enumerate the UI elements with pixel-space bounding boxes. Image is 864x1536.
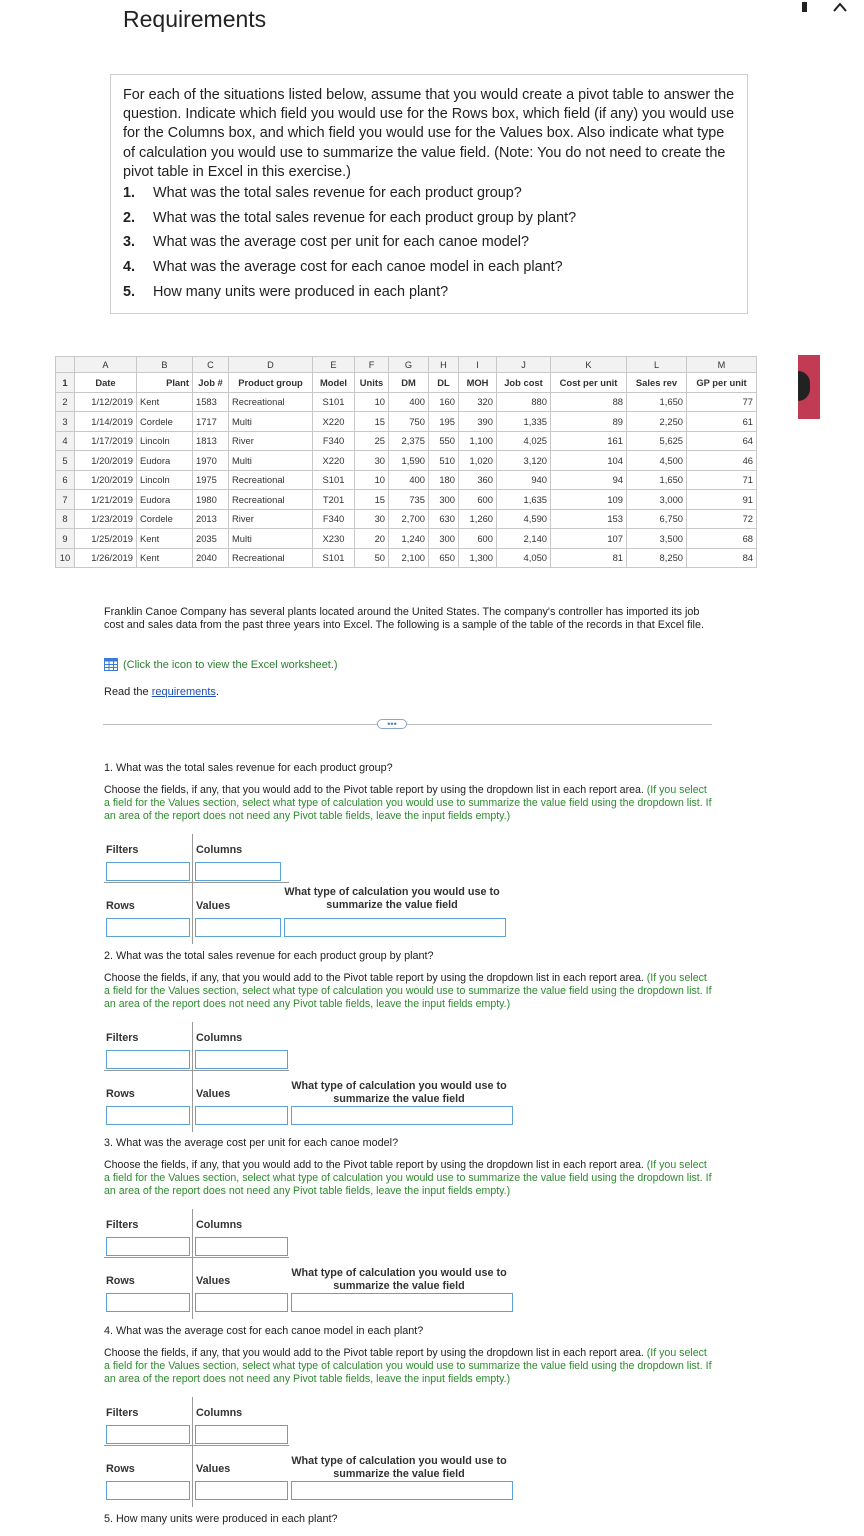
values-label: Values xyxy=(196,1463,231,1475)
table-cell: 1980 xyxy=(193,490,229,510)
table-cell: 4,500 xyxy=(627,451,687,471)
col-header: M xyxy=(687,357,757,373)
table-row xyxy=(56,548,757,568)
table-cell: 30 xyxy=(355,509,389,529)
pivot-report-area xyxy=(104,1211,524,1331)
calculation-input[interactable] xyxy=(284,918,506,937)
table-cell: 1,300 xyxy=(459,548,497,568)
table-cell: 104 xyxy=(551,451,627,471)
requirements-link[interactable]: requirements xyxy=(151,686,216,698)
table-cell: Lincoln xyxy=(137,431,193,451)
table-row xyxy=(56,529,757,549)
calculation-input[interactable] xyxy=(291,1106,513,1125)
field-name: GP per unit xyxy=(687,373,757,393)
pivot-divider xyxy=(104,882,289,883)
table-cell: 320 xyxy=(459,392,497,412)
table-cell: Lincoln xyxy=(137,470,193,490)
field-name: DM xyxy=(389,373,429,393)
field-name: MOH xyxy=(459,373,497,393)
calculation-label: What type of calculation you would use to summarize the value field xyxy=(291,1455,507,1480)
table-cell: 89 xyxy=(551,412,627,432)
table-cell: 510 xyxy=(429,451,459,471)
rows-label: Rows xyxy=(106,1463,135,1475)
table-cell: Eudora xyxy=(137,451,193,471)
question-5-title: 5. How many units were produced in each plant? xyxy=(104,1513,338,1525)
table-cell: 71 xyxy=(687,470,757,490)
col-header: K xyxy=(551,357,627,373)
filters-input[interactable] xyxy=(106,1425,190,1444)
field-name: Plant xyxy=(137,373,193,393)
table-cell: Recreational xyxy=(229,490,313,510)
field-name-row xyxy=(56,373,757,393)
table-cell: 1,635 xyxy=(497,490,551,510)
table-cell: 10 xyxy=(355,470,389,490)
table-cell: 2,375 xyxy=(389,431,429,451)
values-label: Values xyxy=(196,900,231,912)
col-header: I xyxy=(459,357,497,373)
expand-button[interactable]: ••• xyxy=(377,719,407,729)
table-cell: 72 xyxy=(687,509,757,529)
table-cell: 50 xyxy=(355,548,389,568)
table-cell: 1,260 xyxy=(459,509,497,529)
table-cell: Kent xyxy=(137,548,193,568)
filters-input[interactable] xyxy=(106,1050,190,1069)
table-cell: Eudora xyxy=(137,490,193,510)
question-4 xyxy=(104,1325,714,1480)
column-header-row xyxy=(56,357,757,373)
table-cell: 600 xyxy=(459,529,497,549)
values-label: Values xyxy=(196,1088,231,1100)
columns-input[interactable] xyxy=(195,1050,288,1069)
table-cell: 1,100 xyxy=(459,431,497,451)
field-name: Model xyxy=(313,373,355,393)
calculation-input[interactable] xyxy=(291,1481,513,1500)
table-cell: 1,650 xyxy=(627,392,687,412)
table-cell: 30 xyxy=(355,451,389,471)
row-number: 3 xyxy=(56,412,75,432)
field-name: DL xyxy=(429,373,459,393)
table-cell: 64 xyxy=(687,431,757,451)
table-cell: River xyxy=(229,431,313,451)
table-cell: 68 xyxy=(687,529,757,549)
pivot-report-area xyxy=(104,1024,524,1144)
table-cell: 88 xyxy=(551,392,627,412)
table-cell: 3,000 xyxy=(627,490,687,510)
table-cell: 1717 xyxy=(193,412,229,432)
table-cell: 880 xyxy=(497,392,551,412)
row-number: 5 xyxy=(56,451,75,471)
table-cell: River xyxy=(229,509,313,529)
table-cell: 390 xyxy=(459,412,497,432)
col-header: A xyxy=(75,357,137,373)
table-cell: 1,590 xyxy=(389,451,429,471)
question-instructions xyxy=(104,1347,714,1387)
pivot-report-area xyxy=(104,836,524,956)
table-cell: 160 xyxy=(429,392,459,412)
table-cell: 600 xyxy=(459,490,497,510)
table-row xyxy=(56,490,757,510)
table-cell: 2,700 xyxy=(389,509,429,529)
table-cell: 25 xyxy=(355,431,389,451)
table-cell: 1975 xyxy=(193,470,229,490)
spreadsheet-icon xyxy=(104,658,118,671)
requirements-title: Requirements xyxy=(123,6,267,32)
question-title: 3. What was the average cost per unit for each canoe model? xyxy=(104,1137,399,1149)
table-cell: 4,050 xyxy=(497,548,551,568)
table-cell: 94 xyxy=(551,470,627,490)
table-cell: 630 xyxy=(429,509,459,529)
calculation-label: What type of calculation you would use to summarize the value field xyxy=(291,1267,507,1292)
table-cell: 550 xyxy=(429,431,459,451)
row-number: 9 xyxy=(56,529,75,549)
table-cell: 2,100 xyxy=(389,548,429,568)
table-cell: 15 xyxy=(355,412,389,432)
table-cell: S101 xyxy=(313,392,355,412)
table-row xyxy=(56,470,757,490)
corner-cell xyxy=(56,357,75,373)
instruction-text: Choose the fields, if any, that you would add to the Pivot table report by using the dropdown list in each report area. xyxy=(104,972,644,984)
table-cell: 91 xyxy=(687,490,757,510)
table-cell: F340 xyxy=(313,431,355,451)
table-cell: 15 xyxy=(355,490,389,510)
requirement-item: 5. How many units were produced in each plant? xyxy=(123,283,449,300)
row-number: 2 xyxy=(56,392,75,412)
window-controls xyxy=(794,0,854,18)
table-cell: 107 xyxy=(551,529,627,549)
table-cell: 300 xyxy=(429,529,459,549)
table-cell: 5,625 xyxy=(627,431,687,451)
table-cell: 1,020 xyxy=(459,451,497,471)
values-input[interactable] xyxy=(195,918,281,937)
table-cell: X230 xyxy=(313,529,355,549)
rows-input[interactable] xyxy=(106,918,190,937)
table-cell: 650 xyxy=(429,548,459,568)
col-header: B xyxy=(137,357,193,373)
calculation-input[interactable] xyxy=(291,1293,513,1312)
table-cell: 109 xyxy=(551,490,627,510)
rows-label: Rows xyxy=(106,1088,135,1100)
table-cell: 20 xyxy=(355,529,389,549)
calculation-label: What type of calculation you would use to summarize the value field xyxy=(291,1080,507,1105)
field-name: Sales rev xyxy=(627,373,687,393)
question-2 xyxy=(104,950,714,1105)
question-title: 2. What was the total sales revenue for each product group by plant? xyxy=(104,950,434,962)
table-cell: 3,500 xyxy=(627,529,687,549)
requirements-intro: For each of the situations listed below, assume that you would create a pivot table to answer the question. Indicate which field you would use for the Rows box, which field (if any) you would use for the Columns box, and which field you would use for the Values box. Also indicate what type of calculation you would use to summarize the value field. (Note: You do not need to create the pivot table in Excel in this exercise.) xyxy=(123,87,735,180)
rows-label: Rows xyxy=(106,900,135,912)
chevron-up-icon xyxy=(834,4,846,11)
table-row xyxy=(56,412,757,432)
table-cell: 84 xyxy=(687,548,757,568)
instruction-text: Choose the fields, if any, that you would add to the Pivot table report by using the dropdown list in each report area. xyxy=(104,784,644,796)
table-cell: 2,140 xyxy=(497,529,551,549)
instruction-text: Choose the fields, if any, that you would add to the Pivot table report by using the dropdown list in each report area. xyxy=(104,1347,644,1359)
pivot-divider xyxy=(104,1445,289,1446)
instruction-text: Choose the fields, if any, that you would add to the Pivot table report by using the dropdown list in each report area. xyxy=(104,1159,644,1171)
table-cell: 750 xyxy=(389,412,429,432)
instruction-note: (If you select a field for the Values section, select what type of calculation you would use to summarize the value field using the dropdown list. If an area of the report does not need any Pivot table fields, leave the input fields empty.) xyxy=(104,1159,712,1198)
columns-input[interactable] xyxy=(195,1237,288,1256)
col-header: H xyxy=(429,357,459,373)
instruction-note: (If you select a field for the Values section, select what type of calculation you would use to summarize the value field using the dropdown list. If an area of the report does not need any Pivot table fields, leave the input fields empty.) xyxy=(104,784,712,823)
pivot-report-area xyxy=(104,1399,524,1519)
table-cell: 1/12/2019 xyxy=(75,392,137,412)
table-cell: 360 xyxy=(459,470,497,490)
columns-label: Columns xyxy=(196,1219,243,1231)
instruction-note: (If you select a field for the Values section, select what type of calculation you would use to summarize the value field using the dropdown list. If an area of the report does not need any Pivot table fields, leave the input fields empty.) xyxy=(104,1347,712,1386)
table-cell: 300 xyxy=(429,490,459,510)
col-header: E xyxy=(313,357,355,373)
table-cell: 8,250 xyxy=(627,548,687,568)
table-cell: 1/14/2019 xyxy=(75,412,137,432)
field-name: Date xyxy=(75,373,137,393)
table-cell: F340 xyxy=(313,509,355,529)
question-title: 4. What was the average cost for each canoe model in each plant? xyxy=(104,1325,424,1337)
table-cell: Multi xyxy=(229,412,313,432)
table-cell: 1/25/2019 xyxy=(75,529,137,549)
row-number: 10 xyxy=(56,548,75,568)
question-1 xyxy=(104,762,714,912)
requirements-list xyxy=(123,184,735,302)
table-cell: 1,240 xyxy=(389,529,429,549)
table-cell: Multi xyxy=(229,451,313,471)
columns-label: Columns xyxy=(196,1032,243,1044)
row-number: 4 xyxy=(56,431,75,451)
table-cell: 10 xyxy=(355,392,389,412)
requirement-item: 1. What was the total sales revenue for each product group? xyxy=(123,185,522,202)
pivot-divider xyxy=(192,1209,193,1319)
table-cell: 400 xyxy=(389,470,429,490)
table-cell: 2040 xyxy=(193,548,229,568)
col-header: C xyxy=(193,357,229,373)
problem-intro: Franklin Canoe Company has several plants located around the United States. The company's controller has imported its job cost and sales data from the past three years into Excel. The following is a sample of the table of the records in that Excel file. xyxy=(104,606,704,631)
pivot-divider xyxy=(192,1397,193,1507)
table-cell: 940 xyxy=(497,470,551,490)
table-cell: 153 xyxy=(551,509,627,529)
rows-input[interactable] xyxy=(106,1481,190,1500)
section-divider xyxy=(103,724,712,725)
table-row xyxy=(56,451,757,471)
table-cell: 1/26/2019 xyxy=(75,548,137,568)
table-cell: Multi xyxy=(229,529,313,549)
values-input[interactable] xyxy=(195,1293,288,1312)
field-name: Product group xyxy=(229,373,313,393)
filters-input[interactable] xyxy=(106,1237,190,1256)
pivot-divider xyxy=(192,1022,193,1132)
pivot-divider xyxy=(104,1070,289,1071)
columns-input[interactable] xyxy=(195,862,281,881)
table-cell: 400 xyxy=(389,392,429,412)
columns-label: Columns xyxy=(196,844,243,856)
requirement-item: 2. What was the total sales revenue for each product group by plant? xyxy=(123,209,577,226)
question-instructions xyxy=(104,972,714,1012)
col-header: D xyxy=(229,357,313,373)
table-cell: 81 xyxy=(551,548,627,568)
requirement-item: 3. What was the average cost per unit for each canoe model? xyxy=(123,234,529,251)
row-number: 6 xyxy=(56,470,75,490)
read-requirements: Read the requirements. xyxy=(104,686,219,698)
table-cell: Recreational xyxy=(229,548,313,568)
requirement-item: 4. What was the average cost for each canoe model in each plant? xyxy=(123,259,563,276)
col-header: G xyxy=(389,357,429,373)
spreadsheet-table xyxy=(55,356,757,568)
field-name: Job # xyxy=(193,373,229,393)
table-cell: 195 xyxy=(429,412,459,432)
columns-label: Columns xyxy=(196,1407,243,1419)
col-header: F xyxy=(355,357,389,373)
rows-input[interactable] xyxy=(106,1106,190,1125)
table-cell: 6,750 xyxy=(627,509,687,529)
table-row xyxy=(56,392,757,412)
row-number: 1 xyxy=(56,373,75,393)
table-cell: 1/20/2019 xyxy=(75,470,137,490)
table-cell: S101 xyxy=(313,470,355,490)
table-cell: 1970 xyxy=(193,451,229,471)
table-cell: 4,025 xyxy=(497,431,551,451)
table-cell: X220 xyxy=(313,412,355,432)
table-cell: 161 xyxy=(551,431,627,451)
rows-input[interactable] xyxy=(106,1293,190,1312)
values-input[interactable] xyxy=(195,1106,288,1125)
table-cell: 1/23/2019 xyxy=(75,509,137,529)
table-cell: 735 xyxy=(389,490,429,510)
table-row xyxy=(56,431,757,451)
field-name: Cost per unit xyxy=(551,373,627,393)
field-name: Units xyxy=(355,373,389,393)
pivot-divider xyxy=(104,1257,289,1258)
table-cell: 1583 xyxy=(193,392,229,412)
table-cell: T201 xyxy=(313,490,355,510)
filters-label: Filters xyxy=(106,1032,139,1044)
table-cell: 77 xyxy=(687,392,757,412)
columns-input[interactable] xyxy=(195,1425,288,1444)
col-header: J xyxy=(497,357,551,373)
table-cell: 1/21/2019 xyxy=(75,490,137,510)
question-instructions xyxy=(104,784,714,824)
table-cell: 46 xyxy=(687,451,757,471)
row-number: 8 xyxy=(56,509,75,529)
table-cell: 1/17/2019 xyxy=(75,431,137,451)
instruction-note: (If you select a field for the Values section, select what type of calculation you would use to summarize the value field using the dropdown list. If an area of the report does not need any Pivot table fields, leave the input fields empty.) xyxy=(104,972,712,1011)
table-cell: 1813 xyxy=(193,431,229,451)
requirements-box xyxy=(110,74,748,314)
excel-link-text[interactable]: (Click the icon to view the Excel worksheet.) xyxy=(123,658,338,671)
pivot-divider xyxy=(192,834,193,944)
filters-label: Filters xyxy=(106,1219,139,1231)
spreadsheet-body xyxy=(56,392,757,568)
values-input[interactable] xyxy=(195,1481,288,1500)
table-cell: Cordele xyxy=(137,412,193,432)
filters-label: Filters xyxy=(106,1407,139,1419)
excel-worksheet-link[interactable] xyxy=(104,658,338,671)
question-title: 1. What was the total sales revenue for each product group? xyxy=(104,762,393,774)
table-row xyxy=(56,509,757,529)
table-cell: Cordele xyxy=(137,509,193,529)
table-cell: S101 xyxy=(313,548,355,568)
filters-input[interactable] xyxy=(106,862,190,881)
table-cell: 4,590 xyxy=(497,509,551,529)
question-3 xyxy=(104,1137,714,1292)
col-header: L xyxy=(627,357,687,373)
row-number: 7 xyxy=(56,490,75,510)
filters-label: Filters xyxy=(106,844,139,856)
table-cell: 180 xyxy=(429,470,459,490)
table-cell: 1/20/2019 xyxy=(75,451,137,471)
table-cell: 2,250 xyxy=(627,412,687,432)
table-cell: Recreational xyxy=(229,392,313,412)
minimize-icon xyxy=(802,2,807,12)
table-cell: X220 xyxy=(313,451,355,471)
table-cell: 1,335 xyxy=(497,412,551,432)
table-cell: Recreational xyxy=(229,470,313,490)
rows-label: Rows xyxy=(106,1275,135,1287)
table-cell: Kent xyxy=(137,392,193,412)
values-label: Values xyxy=(196,1275,231,1287)
table-cell: 2013 xyxy=(193,509,229,529)
question-instructions xyxy=(104,1159,714,1199)
table-cell: Kent xyxy=(137,529,193,549)
table-cell: 61 xyxy=(687,412,757,432)
field-name: Job cost xyxy=(497,373,551,393)
table-cell: 1,650 xyxy=(627,470,687,490)
calculation-label: What type of calculation you would use to summarize the value field xyxy=(284,886,500,911)
table-cell: 2035 xyxy=(193,529,229,549)
table-cell: 3,120 xyxy=(497,451,551,471)
